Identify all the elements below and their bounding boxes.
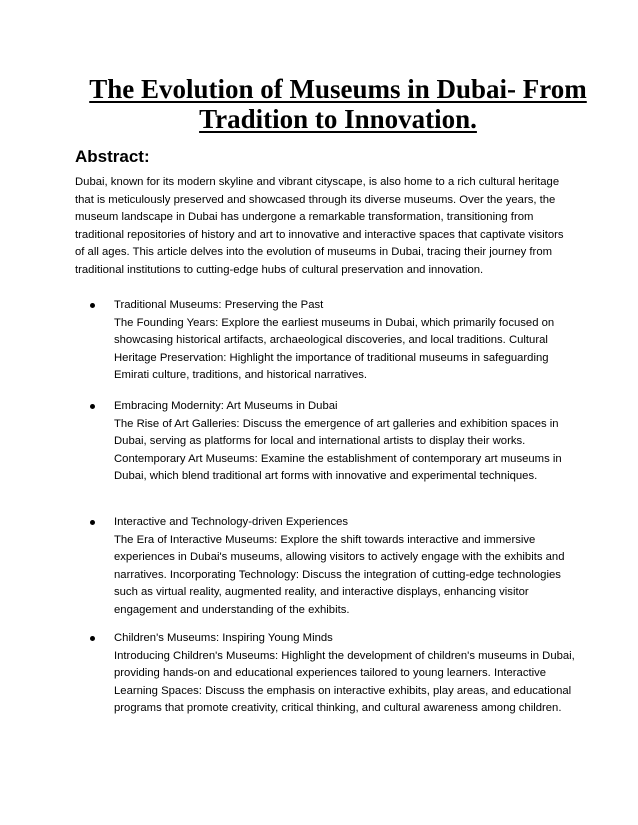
list-item-text bbox=[114, 630, 576, 718]
title-line-2: Tradition to Innovation. bbox=[199, 104, 477, 134]
section-title: Embracing Modernity: Art Museums in Dubai bbox=[114, 400, 338, 412]
list-item-text bbox=[114, 297, 576, 385]
section-body: The Era of Interactive Museums: Explore the shift towards interactive and immersive experiences in Dubai's museums, allowing visitors to actively engage with the exhibits and narratives. Incorporating Technology: Discuss the integration of cutting-edge technologies such as virtual reality, augmented reality, and interactive displays, enhancing visitor engagement and understanding of the exhibits. bbox=[114, 533, 565, 616]
section-body: The Founding Years: Explore the earliest museums in Dubai, which primarily focused on showcasing historical artifacts, archaeological discoveries, and local traditions. Cultural Heritage Preservation: Highlight the importance of traditional museums in safeguarding Emirati culture, traditions, and historical narratives. bbox=[114, 316, 555, 382]
list-item-text bbox=[114, 514, 576, 620]
bullet-icon bbox=[90, 404, 95, 409]
bullet-icon bbox=[90, 636, 95, 641]
abstract-heading: Abstract: bbox=[75, 147, 150, 166]
bullet-icon bbox=[90, 520, 95, 525]
title-line-1: The Evolution of Museums in Dubai- From bbox=[89, 74, 587, 104]
section-title: Children's Museums: Inspiring Young Minds bbox=[114, 632, 333, 644]
bullet-icon bbox=[90, 303, 95, 308]
abstract-paragraph: Dubai, known for its modern skyline and vibrant cityscape, is also home to a rich cultural heritage that is meticulously preserved and showcased through its diverse museums. Over the years, the museum landscape in Dubai has undergone a remarkable transformation, transitioning from traditional repositories of history and art to innovative and interactive spaces that captivate visitors of all ages. This article delves into the evolution of museums in Dubai, tracing their journey from traditional institutions to cutting-edge hubs of cultural preservation and innovation. bbox=[75, 176, 564, 276]
section-title: Traditional Museums: Preserving the Past bbox=[114, 299, 324, 311]
section-body: The Rise of Art Galleries: Discuss the emergence of art galleries and exhibition spaces in Dubai, serving as platforms for local and international artists to display their works. Contemporary Art Museums: Examine the establishment of contemporary art museums in Dubai, which blend traditional art forms with innovative and experimental techniques. bbox=[114, 417, 562, 483]
document-title bbox=[70, 74, 606, 134]
section-body: Introducing Children's Museums: Highlight the development of children's museums in Dubai, providing hands-on and educational experiences tailored to young learners. Interactive Learning Spaces: Discuss the emphasis on interactive exhibits, play areas, and educational programs that promote creativity, critical thinking, and cultural awareness among children. bbox=[114, 649, 575, 715]
list-item-text bbox=[114, 398, 576, 486]
section-title: Interactive and Technology-driven Experiences bbox=[114, 516, 349, 528]
